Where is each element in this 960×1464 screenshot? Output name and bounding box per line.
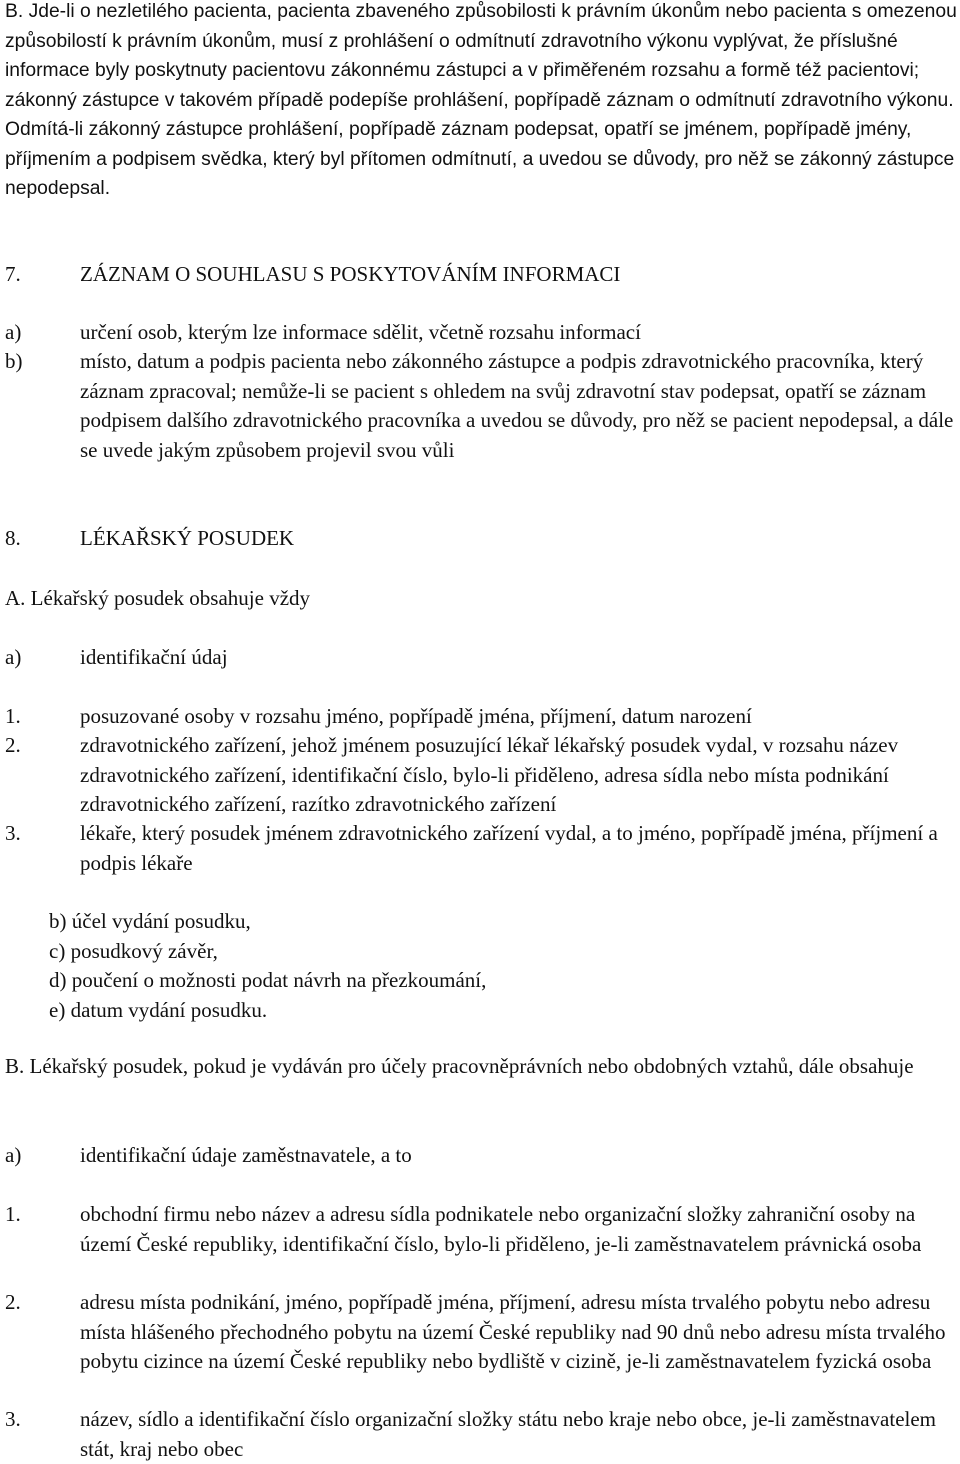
part-b-heading: B. Lékařský posudek, pokud je vydáván pro účely pracovněprávních nebo obdobných vztahů, dále obsahuje	[5, 1054, 914, 1078]
item-label: 1.	[5, 1202, 21, 1226]
item-label: 3.	[5, 1407, 21, 1431]
intro-paragraph: B. Jde-li o nezletilého pacienta, pacienta zbaveného způsobilosti k právním úkonům nebo pacienta s omezenou způsobilostí k právním úkonům, musí z prohlášení o odmítnutí zdravotního výkonu vyplývat, že příslušné informace byly poskytnuty pacientovu zákonnému zástupci a v přiměřeném rozsahu a formě též pacientovi; zákonný zástupce v takovém případě podepíše prohlášení, popřípadě záznam o odmítnutí zdravotního výkonu. Odmítá-li zákonný zástupce prohlášení, popřípadě záznam podepsat, opatří se jménem, popřípadě jmény, příjmením a podpisem svědka, který byl přítomen odmítnutí, a uvedou se důvody, pro něž se zákonný zástupce nepodepsal.	[5, 1, 957, 199]
part-a-subitem-d: d) poučení o možnosti podat návrh na přezkoumání,	[49, 968, 487, 992]
item-text: určení osob, kterým lze informace sdělit, včetně rozsahu informací	[80, 320, 641, 344]
part-b-numbered-1	[5, 1200, 957, 1259]
section-7-heading	[5, 260, 957, 290]
part-a-numbered-1	[5, 702, 957, 732]
item-label: a)	[5, 645, 22, 669]
section-8-heading	[5, 524, 957, 554]
part-a-subitem-c: c) posudkový závěr,	[49, 939, 218, 963]
item-text: místo, datum a podpis pacienta nebo zákonného zástupce a podpis zdravotnického pracovníka, který záznam zpracoval; nemůže-li se pacient s ohledem na svůj zdravotní stav podepsat, opatří se záznam podpisem dalšího zdravotnického pracovníka a uvedou se důvody, pro něž se pacient nepodepsal, a dále se uvede jakým způsobem projevil svou vůli	[80, 349, 954, 462]
item-text: identifikační údaj	[80, 645, 228, 669]
item-label: 1.	[5, 704, 21, 728]
item-label: b)	[5, 349, 23, 373]
section-8-number: 8.	[5, 526, 21, 550]
item-label: a)	[5, 320, 22, 344]
section-8-title: LÉKAŘSKÝ POSUDEK	[80, 526, 295, 550]
item-label: a)	[5, 1143, 22, 1167]
item-text: obchodní firmu nebo název a adresu sídla podnikatele nebo organizační složky zahraniční osoby na území České republiky, identifikační číslo, bylo-li přiděleno, je-li zaměstnavatelem právnická osoba	[80, 1202, 922, 1256]
item-text: název, sídlo a identifikační číslo organizační složky státu nebo kraje nebo obce, je-li zaměstnavatelem stát, kraj nebo obec	[80, 1407, 937, 1461]
item-text: identifikační údaje zaměstnavatele, a to	[80, 1143, 412, 1167]
part-b-item-a	[5, 1141, 957, 1171]
part-a-subitem-b: b) účel vydání posudku,	[49, 909, 251, 933]
item-text: lékaře, který posudek jménem zdravotnického zařízení vydal, a to jméno, popřípadě jména, příjmení a podpis lékaře	[80, 821, 938, 875]
item-text: zdravotnického zařízení, jehož jménem posuzující lékař lékařský posudek vydal, v rozsahu název zdravotnického zařízení, identifikační číslo, bylo-li přiděleno, adresa sídla nebo místa podnikání zdravotnického zařízení, razítko zdravotnického zařízení	[80, 733, 899, 816]
part-a-numbered-2	[5, 731, 957, 820]
item-text: adresu místa podnikání, jméno, popřípadě jména, příjmení, adresu místa trvalého pobytu nebo adresu místa hlášeného přechodného pobytu na území České republiky nad 90 dnů nebo adresu místa trvalého pobytu cizince na území České republiky nebo bydliště v cizině, je-li zaměstnavatelem fyzická osoba	[80, 1290, 946, 1373]
section-7-item-a	[5, 318, 957, 348]
part-a-subitem-e: e) datum vydání posudku.	[49, 998, 268, 1022]
part-a-heading: A. Lékařský posudek obsahuje vždy	[5, 586, 311, 610]
item-label: 2.	[5, 1290, 21, 1314]
part-a-item-a	[5, 643, 957, 673]
item-text: posuzované osoby v rozsahu jméno, popřípadě jména, příjmení, datum narození	[80, 704, 752, 728]
item-label: 2.	[5, 733, 21, 757]
section-7-title: ZÁZNAM O SOUHLASU S POSKYTOVÁNÍM INFORMACI	[80, 262, 621, 286]
section-7-item-b	[5, 347, 957, 465]
part-a-numbered-3	[5, 819, 957, 878]
part-b-numbered-3	[5, 1405, 957, 1464]
part-b-numbered-2	[5, 1288, 957, 1377]
item-label: 3.	[5, 821, 21, 845]
section-7-number: 7.	[5, 262, 21, 286]
